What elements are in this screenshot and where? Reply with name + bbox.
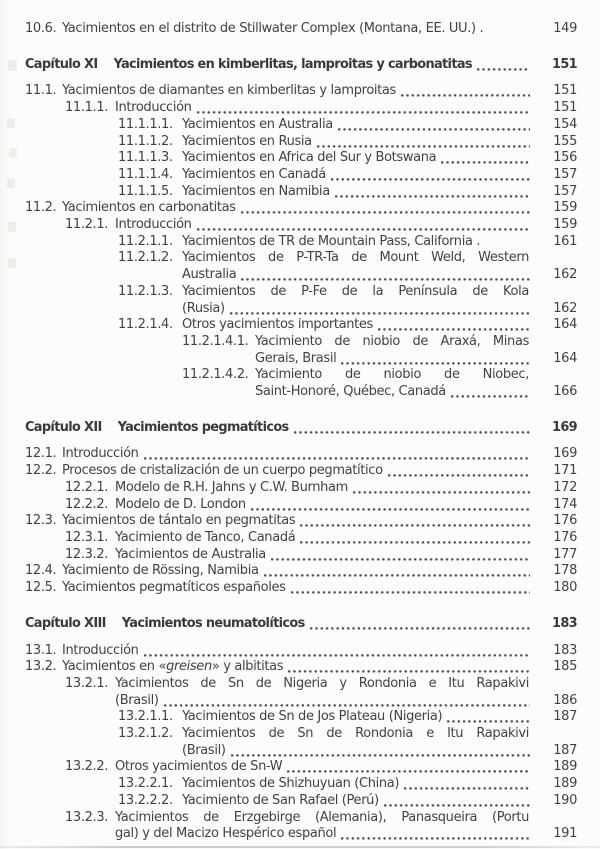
page-number: 155 — [553, 133, 577, 149]
dot-leader — [447, 709, 530, 723]
entry-title — [115, 676, 529, 693]
dot-leader — [477, 57, 530, 71]
title-text: Yacimiento de niobio de Araxá, Minas — [255, 333, 529, 349]
entry-title — [182, 726, 529, 743]
title-text: Procesos de cristalización de un cuerpo pegmatítico — [62, 463, 383, 479]
toc-entry-row — [182, 334, 577, 351]
page-number: 149 — [553, 21, 577, 36]
page-number: 171 — [553, 463, 577, 479]
section-number: 11.1.1.3. — [118, 150, 173, 166]
entry-title — [122, 616, 305, 633]
dot-leader — [288, 659, 530, 673]
dot-leader — [197, 100, 530, 114]
page-number: 185 — [553, 659, 577, 675]
entry-title — [115, 217, 192, 234]
title-text: Otros yacimientos importantes — [182, 317, 373, 333]
section-number: 11.2.1.1. — [118, 233, 173, 249]
section-number: 11.2.1.4. — [118, 317, 173, 333]
toc-entry-row — [25, 83, 577, 100]
entry-title — [62, 659, 283, 676]
entry-title — [62, 446, 139, 463]
entry-title — [182, 234, 480, 251]
dot-leader — [331, 167, 530, 181]
scan-ghost-mark — [8, 60, 17, 71]
entry-title — [182, 301, 225, 318]
toc-entry-row — [118, 709, 577, 726]
scan-ghost-mark — [7, 118, 15, 128]
section-number: 13.2.1. — [65, 675, 109, 691]
dot-leader — [264, 563, 530, 577]
toc-entry-row — [118, 776, 577, 793]
title-text: (Brasil) — [115, 692, 159, 708]
section-number: Capítulo XI — [25, 56, 98, 72]
dot-leader — [353, 480, 530, 494]
entry-title — [182, 743, 226, 760]
title-text: Yacimientos en Canadá — [182, 166, 326, 182]
page-number: 164 — [553, 317, 577, 333]
toc-entry-row — [182, 301, 577, 318]
section-number: 10.6. — [25, 21, 57, 36]
entry-title — [255, 367, 529, 384]
page-number: 154 — [553, 116, 577, 132]
page-number: 183 — [552, 615, 577, 631]
toc-entry-row — [118, 250, 577, 267]
toc-entry-row — [65, 759, 577, 776]
section-number: 11.2. — [25, 200, 57, 216]
page-number: 191 — [553, 826, 577, 842]
toc-entry-row — [182, 367, 577, 384]
section-number: 13.2.1.1. — [118, 709, 173, 725]
page-number: 162 — [553, 267, 577, 283]
title-text: Yacimientos de Erzgebirge (Alemania), Panasqueira (Portu — [115, 809, 529, 825]
toc-entry-row — [115, 693, 577, 710]
title-text: Yacimientos en « — [62, 659, 167, 675]
page-number: 187 — [553, 709, 577, 725]
title-text: Yacimientos en Rusia — [182, 133, 312, 149]
toc-entry-row — [118, 117, 577, 134]
section-number: 12.3. — [25, 513, 57, 529]
entry-title — [115, 810, 529, 827]
dot-leader — [300, 513, 530, 527]
section-number: 12.4. — [25, 563, 57, 579]
toc-entry-row — [25, 200, 577, 217]
entry-title — [62, 200, 236, 217]
section-number: 11.2.1.3. — [118, 283, 173, 299]
page-number: 164 — [553, 350, 577, 366]
dot-leader — [317, 134, 530, 148]
page-number: 190 — [553, 792, 577, 808]
toc-entry-row — [25, 463, 577, 480]
title-text: Yacimientos de diamantes en kimberlitas y lamproitas — [62, 83, 396, 99]
dot-leader — [251, 497, 530, 511]
entry-title — [182, 267, 236, 284]
title-text: Yacimiento de San Rafael (Perú) — [182, 792, 379, 808]
entry-title — [115, 497, 246, 514]
page-number: 157 — [553, 166, 577, 182]
title-text: Introducción — [115, 100, 192, 116]
title-text: Introducción — [62, 446, 139, 462]
entry-title — [182, 250, 529, 267]
dot-leader — [338, 117, 530, 131]
toc-entry-row — [118, 284, 577, 301]
toc-entry-row — [118, 317, 577, 334]
toc-entry-row — [25, 21, 577, 38]
entry-title — [115, 100, 192, 117]
page-number: 176 — [553, 529, 577, 545]
toc-entry-row — [65, 497, 577, 514]
title-text: Yacimientos en kimberlitas, lamproitas y carbonatitas — [113, 56, 472, 72]
page-number: 174 — [553, 496, 577, 512]
scan-bottom-edge — [0, 846, 600, 848]
title-text: Modelo de R.H. Jahns y C.W. Burnham — [115, 479, 348, 495]
toc-entry-row — [25, 563, 577, 580]
title-text: Yacimiento de Tanco, Canadá — [115, 529, 296, 545]
section-number: 11.2.1. — [65, 217, 109, 233]
page-number: 187 — [553, 742, 577, 758]
page-number: 159 — [553, 217, 577, 233]
section-number: 13.2. — [25, 659, 57, 675]
dot-leader — [291, 580, 530, 594]
dot-leader — [271, 547, 530, 561]
page-number: 161 — [553, 233, 577, 249]
section-number: 11.1.1. — [65, 100, 109, 116]
section-number: 13.2.2. — [65, 759, 109, 775]
toc-entry-row — [118, 150, 577, 167]
toc-entry-row — [25, 580, 577, 597]
dot-leader — [335, 184, 530, 198]
section-number: 13.2.1.2. — [118, 726, 173, 742]
entry-title — [62, 643, 139, 660]
title-text: Yacimientos de Sn de Nigeria y Rondonia e Itu Rapakivi — [115, 675, 529, 691]
entry-title — [255, 351, 336, 368]
entry-title — [182, 117, 333, 134]
toc-entry-row — [118, 134, 577, 151]
title-text: Yacimientos en Namibia — [182, 183, 330, 199]
toc-entry-row — [25, 513, 577, 530]
section-number: 12.5. — [25, 580, 57, 596]
page-number: 172 — [553, 479, 577, 495]
dot-leader — [441, 150, 530, 164]
page-number: 189 — [553, 759, 577, 775]
section-number: Capítulo XIII — [25, 615, 106, 631]
scan-ghost-mark — [7, 178, 15, 188]
toc-entry-row — [182, 743, 577, 760]
title-text: gal) y del Macizo Hespérico español — [115, 826, 337, 842]
toc-entry-row — [25, 659, 577, 676]
title-text: Yacimientos de Shizhuyuan (China) — [182, 776, 400, 792]
toc-entry-row — [65, 530, 577, 547]
page-number: 180 — [553, 580, 577, 596]
title-text: Yacimientos de P-Fe de la Península de Kola — [182, 283, 529, 299]
title-text: Yacimiento de Rössing, Namibia — [62, 563, 259, 579]
title-text: Gerais, Brasil — [255, 350, 337, 366]
dot-leader — [384, 793, 530, 807]
section-number: 11.1. — [25, 83, 57, 99]
toc-entry-row — [65, 547, 577, 564]
title-text: Yacimientos pegmatíticos — [117, 419, 289, 435]
entry-title — [62, 463, 383, 480]
dot-leader — [300, 530, 530, 544]
title-text: Yacimientos pegmatíticos españoles — [62, 580, 286, 596]
italic-term: greisen — [166, 659, 212, 675]
entry-title — [182, 709, 442, 726]
title-text: Modelo de D. London — [115, 496, 246, 512]
toc-entry-row — [65, 676, 577, 693]
title-text: Introducción — [115, 217, 192, 233]
dot-leader — [388, 463, 530, 477]
section-number: 13.2.3. — [65, 809, 109, 825]
entry-title — [62, 513, 295, 530]
section-number: 11.1.1.4. — [118, 166, 173, 182]
entry-title — [255, 384, 446, 401]
dot-leader — [401, 83, 530, 97]
scan-ghost-mark — [8, 258, 16, 268]
toc-entry-row — [65, 810, 577, 827]
dot-leader — [230, 301, 530, 315]
title-text: Yacimientos neumatolíticos — [121, 615, 305, 631]
section-number: 11.1.1.1. — [118, 116, 173, 132]
page-number: 189 — [553, 776, 577, 792]
title-text: Introducción — [62, 642, 139, 658]
entry-title — [115, 826, 336, 843]
section-number: 11.1.1.5. — [118, 183, 173, 199]
title-text: Yacimientos en carbonatitas — [62, 200, 236, 216]
section-number: 12.2. — [25, 463, 57, 479]
scan-ghost-mark — [8, 222, 16, 232]
page-number: 183 — [553, 642, 577, 658]
toc-entry-row — [255, 351, 577, 368]
toc-chapter-row — [25, 420, 577, 437]
entry-title — [182, 134, 312, 151]
section-number: 11.1.1.2. — [118, 133, 173, 149]
entry-title — [115, 759, 282, 776]
section-number: 12.2.1. — [65, 479, 109, 495]
section-number: 12.1. — [25, 446, 57, 462]
entry-title — [182, 167, 326, 184]
page-number: 157 — [553, 183, 577, 199]
dot-leader — [231, 743, 530, 757]
entry-title — [115, 530, 295, 547]
toc-entry-row — [118, 184, 577, 201]
title-text: Australia — [182, 267, 237, 283]
entry-title — [62, 580, 286, 597]
title-text: Yacimientos de Australia — [115, 546, 266, 562]
entry-title — [255, 334, 529, 351]
dot-leader — [310, 616, 530, 630]
entry-title — [182, 284, 529, 301]
title-text: Yacimientos de P-TR-Ta de Mount Weld, Western — [182, 250, 529, 266]
toc-entry-row — [118, 167, 577, 184]
dot-leader — [241, 267, 530, 281]
page-number: 176 — [553, 513, 577, 529]
entry-title — [182, 317, 373, 334]
title-text: Yacimientos de Sn de Jos Plateau (Nigeria) — [182, 709, 443, 725]
page-number: 156 — [553, 150, 577, 166]
toc-entry-row — [118, 726, 577, 743]
title-text: Yacimientos en África del Sur y Botswana — [182, 150, 437, 166]
title-text: Yacimientos de Sn de Rondonia e Itu Rapakivi — [182, 726, 529, 742]
dot-leader — [144, 643, 530, 657]
dot-leader — [341, 826, 530, 840]
entry-title — [182, 184, 330, 201]
toc-chapter-row — [25, 616, 577, 633]
title-text: Yacimiento de niobio de Niobec, — [255, 367, 529, 383]
section-number: 13.2.2.1. — [118, 776, 173, 792]
page-number: 166 — [553, 384, 577, 400]
page-number: 177 — [553, 546, 577, 562]
toc-entry-row — [255, 384, 577, 401]
page-number: 151 — [553, 83, 577, 99]
entry-title — [182, 776, 399, 793]
title-text: (Rusia) — [182, 300, 225, 316]
entry-title — [62, 21, 483, 38]
title-text: » y albititas — [211, 659, 284, 675]
toc-entry-row — [25, 446, 577, 463]
dot-leader — [341, 351, 530, 365]
page-number: 151 — [552, 56, 577, 72]
entry-title — [115, 693, 159, 710]
dot-leader — [144, 446, 530, 460]
toc-entry-row — [115, 826, 577, 843]
title-text: Yacimientos de tántalo en pegmatitas — [62, 513, 296, 529]
title-text: Yacimientos en el distrito de Stillwater Complex (Montana, EE. UU.) . — [62, 21, 484, 36]
section-number: 12.2.2. — [65, 496, 109, 512]
dot-leader — [164, 693, 530, 707]
dot-leader — [241, 200, 530, 214]
entry-title — [182, 793, 379, 810]
dot-leader — [404, 776, 530, 790]
section-number: 11.2.1.4.1. — [182, 333, 249, 349]
toc-chapter-row — [25, 57, 577, 74]
dot-leader — [451, 384, 530, 398]
section-number: Capítulo XII — [25, 419, 102, 435]
entry-title — [62, 83, 396, 100]
section-number: 13.1. — [25, 642, 57, 658]
toc-entry-row — [65, 100, 577, 117]
section-number: 12.3.1. — [65, 529, 109, 545]
toc-entry-row — [65, 480, 577, 497]
dot-leader — [197, 217, 530, 231]
toc-entry-row — [182, 267, 577, 284]
entry-title — [115, 547, 266, 564]
entry-title — [62, 563, 259, 580]
entry-title — [115, 480, 348, 497]
page-number: 159 — [553, 200, 577, 216]
page-number: 178 — [553, 563, 577, 579]
toc-entry-row — [25, 643, 577, 660]
title-text: Yacimientos en Australia — [182, 116, 333, 132]
scan-ghost-mark — [9, 148, 17, 158]
dot-leader — [287, 759, 530, 773]
page-number: 169 — [552, 419, 577, 435]
toc-list — [25, 21, 577, 843]
page-number: 186 — [553, 692, 577, 708]
dot-leader — [294, 420, 530, 434]
page-number: 162 — [553, 300, 577, 316]
section-number: 11.2.1.2. — [118, 250, 173, 266]
page-number: 169 — [553, 446, 577, 462]
toc-entry-row — [118, 234, 577, 251]
toc-entry-row — [118, 793, 577, 810]
entry-title — [114, 57, 472, 74]
entry-title — [182, 150, 436, 167]
title-text: Otros yacimientos de Sn-W — [115, 759, 283, 775]
dot-leader — [378, 317, 530, 331]
toc-entry-row — [65, 217, 577, 234]
page-number: 151 — [553, 100, 577, 116]
entry-title — [118, 420, 289, 437]
section-number: 12.3.2. — [65, 546, 109, 562]
section-number: 11.2.1.4.2. — [182, 367, 249, 383]
section-number: 13.2.2.2. — [118, 792, 173, 808]
title-text: Yacimientos de TR de Mountain Pass, California . — [182, 233, 481, 249]
title-text: Saint-Honoré, Québec, Canadá — [255, 384, 446, 400]
title-text: (Brasil) — [182, 742, 226, 758]
